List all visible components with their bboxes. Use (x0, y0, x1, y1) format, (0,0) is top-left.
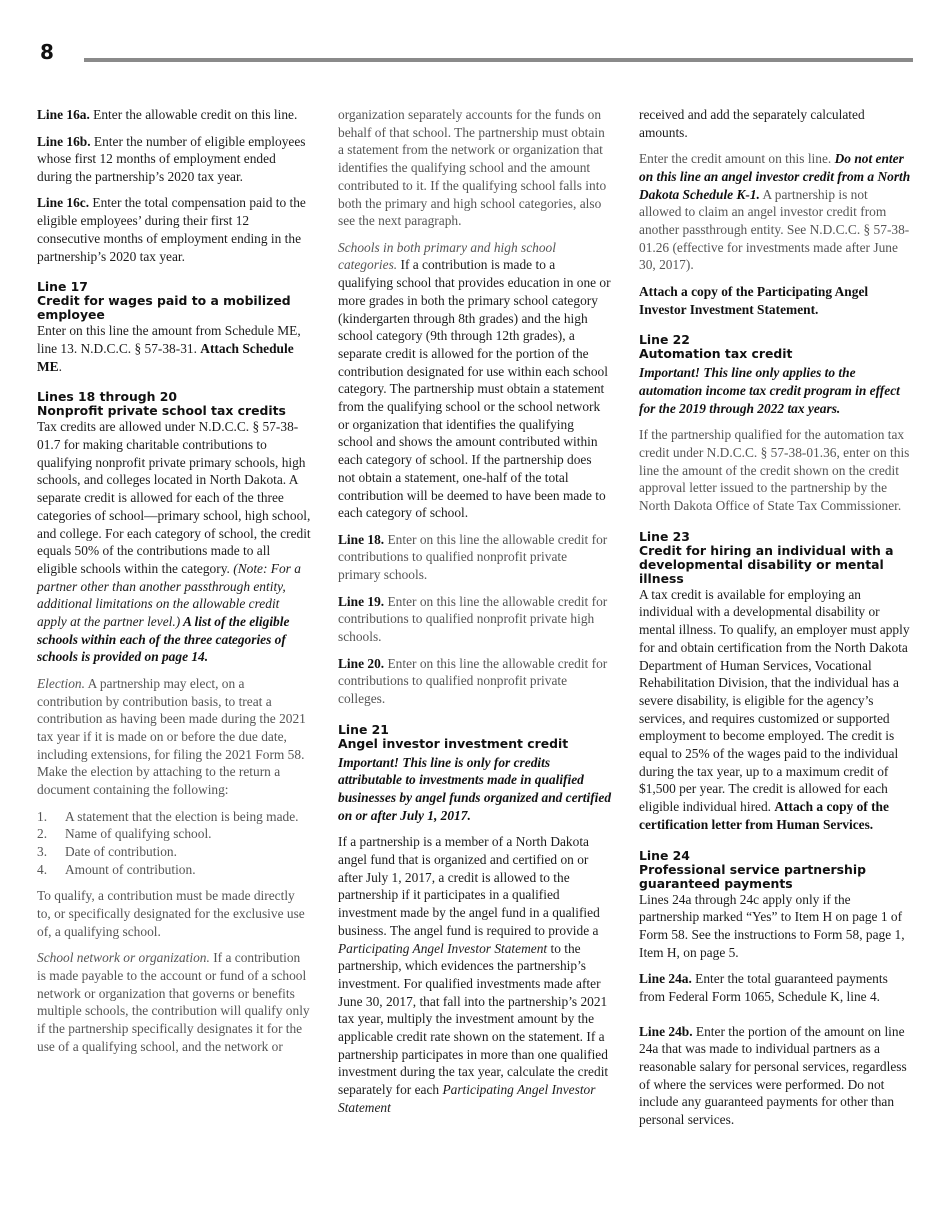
line-18-paragraph (338, 531, 612, 584)
line-21-heading (338, 723, 612, 751)
line-19-label: Line 19. (338, 593, 385, 609)
line-23-heading-title: Credit for hiring an individual with a developmental disability or mental illness (639, 542, 894, 586)
line-19-text: Enter on this line the allowable credit for contributions to qualified nonprofit private high schools. (338, 593, 608, 645)
line-23-text: A tax credit is available for employing an individual with a developmental disability or mental illness. To qualify, an employer must apply for and obtain certification from the North Dakota Department of Human Services, Vocational Rehabilitation Division, that the individual has a severe disability, is eligible for the agency’s services, and requires customized or supported employment to become employed. The credit is equal to 25% of the wages paid to the individual during the tax year, up to a maximum credit of $1,500 per year. The credit is allowed for each eligible individual hired. (639, 586, 910, 815)
line-18-text: Enter on this line the allowable credit for contributions to qualified nonprofit private primary schools. (338, 531, 608, 583)
election-list (37, 808, 311, 879)
line-19-paragraph (338, 593, 612, 646)
line-21-attach-text: Attach a copy of the Participating Angel Investor Investment Statement. (639, 283, 869, 317)
line-16a-label: Line 16a. (37, 107, 90, 122)
school-network-continued: organization separately accounts for the funds on behalf of that school. The partnership must obtain a statement from the network or organization that identifies the qualifying school and the amount contributed to it. If the qualifying school falls into both the primary and high school categories, also see the next paragraph. (338, 107, 607, 229)
line-21-statement-name: Participating Angel Investor Statement (338, 1082, 596, 1115)
list-item-text: Name of qualifying school. (65, 826, 212, 842)
column-2 (338, 106, 612, 1125)
both-categories-text: If a contribution is made to a qualifying school that provides education in one or more grades in both the primary school category (kindergarten through 8th grades) and the high school category (9th through 12th grades), a separate credit is allowed for the portion of the contribution designated for use within each school category. The partnership must obtain a statement from the qualifying school or the school network or organization that identifies the qualifying school and shows the amount contributed within each category of school. If the partnership does not obtain a statement, one-half of the total contribution will be deemed to have been made to each category of school. (338, 257, 611, 521)
line-21-enter-warning: Do not enter on this line an angel investor credit from a North Dakota Schedule K-1. (639, 151, 911, 202)
line-17-paragraph (37, 322, 311, 375)
line-21-enter-paragraph (639, 150, 913, 274)
list-item-number: 1. (37, 808, 48, 824)
list-item-number: 3. (37, 844, 48, 860)
line-21-text-b: to the partnership, which evidences the partnership’s investment. For qualified investments made after June 30, 2017, that fall into the partnership’s 2021 tax year, multiply the investment amount by the applicable credit rate shown on the statement. If a partnership participates in more than one qualified investment during the tax year, calculate the credit separately for each (338, 940, 609, 1098)
line-20-text: Enter on this line the allowable credit for contributions to qualified nonprofit private colleges. (338, 655, 608, 706)
line-24b-paragraph (639, 1023, 913, 1129)
line-16a-text: Enter the allowable credit on this line. (89, 107, 298, 122)
line-24b-text: Enter the portion of the amount on line 24a that was made to individual partners as a reasonable salary for personal services, regardless of where the services were performed. Do not include any guaranteed payments for other than personal services. (639, 1023, 907, 1128)
line-16c-paragraph (37, 194, 311, 265)
line-22-heading (639, 333, 913, 361)
line-16c-label: Line 16c. (37, 195, 90, 211)
line-21-heading-line: Line 21 (338, 721, 389, 737)
both-categories-paragraph (338, 239, 612, 522)
line-21-continued: received and add the separately calculated amounts. (639, 107, 865, 140)
line-21-heading-title: Angel investor investment credit (338, 735, 569, 751)
lines-18-20-heading (37, 390, 311, 418)
line-21-enter-text-2: A partnership is not allowed to claim an angel investor credit from another passthrough entity. See N.D.C.C. § 57-38-01.26 (effective for investments made after June 30, 2017). (639, 186, 910, 273)
line-21-enter-text: Enter the credit amount on this line. (639, 151, 835, 167)
school-network-paragraph (37, 949, 311, 1055)
election-paragraph (37, 675, 311, 799)
both-categories-label: Schools in both primary and high school categories. (338, 239, 556, 273)
line-17-heading-line: Line 17 (37, 279, 88, 295)
line-16c-text: Enter the total compensation paid to the eligible employees’ during their first 12 consecutive months of employment ending in the partnership’s 2020 tax year. (37, 195, 306, 264)
header-rule (84, 58, 913, 62)
line-21-statement-name: Participating Angel Investor Statement (338, 940, 548, 956)
election-text: A partnership may elect, on a contribution by contribution basis, to treat a contribution as having been made during the 2021 tax year if it is made on or before the due date, including extensions, for filing the 2021 Form 58. Make the election by attaching to the return a document containing the following: (37, 675, 306, 798)
line-17-attach: Attach Schedule ME (37, 340, 294, 374)
school-network-label: School network or organization. (37, 950, 210, 966)
line-22-heading-title: Automation tax credit (639, 346, 793, 362)
line-23-heading-line: Line 23 (639, 528, 690, 544)
list-item-text: A statement that the election is being made. (65, 808, 299, 824)
line-22-important: Important! This line only applies to the automation income tax credit program in effect for the 2019 through 2022 tax years. (639, 365, 900, 416)
line-24-heading (639, 849, 913, 891)
election-label: Election. (37, 675, 85, 691)
line-24a-text: Enter the total guaranteed payments from Federal Form 1065, Schedule K, line 4. (639, 971, 888, 1004)
lines-18-20-note: (Note: For a partner other than another passthrough entity, additional limitations on the allowable credit apply at the partner level.) (37, 560, 301, 630)
list-item-text: Date of contribution. (65, 844, 177, 860)
lines-18-20-list-note: A list of the eligible schools within each of the three categories of schools is provided on page 14. (37, 614, 290, 665)
line-20-label: Line 20. (338, 655, 385, 671)
line-22-heading-line: Line 22 (639, 332, 690, 348)
lines-18-20-heading-title: Nonprofit private school tax credits (37, 403, 286, 419)
line-21-important: Important! This line is only for credits attributable to investments made in qualified businesses by angel funds organized and certified on or after July 1, 2017. (338, 754, 612, 823)
line-18-label: Line 18. (338, 531, 385, 547)
line-24-paragraph: Lines 24a through 24c apply only if the partnership marked “Yes” to Item H on page 1 of Form 58. See the instructions to Form 58, page 1, Item H, on page 5. (639, 891, 905, 960)
list-item (37, 843, 311, 861)
line-24b-label: Line 24b. (639, 1023, 693, 1039)
lines-18-20-text: Tax credits are allowed under N.D.C.C. § 57-38-01.7 for making charitable contributions to qualifying nonprofit private primary schools, high schools, and colleges located in North Dakota. A separate credit is allowed for each of the three categories of school—primary school, high school, and college. For each category of school, the credit equals 50% of the contributions made to all eligible schools within the category. (37, 419, 311, 576)
line-24-heading-title: Professional service partnership guaranteed payments (639, 861, 866, 891)
line-24a-paragraph (639, 970, 913, 1005)
line-24-heading-line: Line 24 (639, 847, 690, 863)
line-17-period: . (58, 358, 62, 374)
line-23-attach: Attach a copy of the certification letter from Human Services. (639, 799, 889, 832)
line-21-paragraph (338, 833, 612, 1116)
list-item (37, 825, 311, 843)
line-16b-text: Enter the number of eligible employees whose first 12 months of employment ended during the partnership’s 2020 tax year. (37, 133, 306, 184)
line-23-paragraph (639, 586, 913, 834)
school-network-text: If a contribution is made payable to the account or fund of a school network or organization that governs or benefits multiple schools, the contribution will qualify only if the partnership specifically designates it for the use of a qualifying school, and the network or (37, 950, 310, 1054)
qualify-paragraph: To qualify, a contribution must be made directly to, or specifically designated for the exclusive use of, a qualifying school. (37, 888, 305, 939)
line-17-heading-title: Credit for wages paid to a mobilized employee (37, 293, 291, 323)
line-23-heading (639, 530, 913, 586)
page-number: 8 (40, 40, 54, 64)
line-20-paragraph (338, 655, 612, 708)
line-21-attach (639, 283, 913, 318)
list-item-text: Amount of contribution. (65, 861, 196, 877)
column-3 (639, 106, 913, 1138)
list-item (37, 861, 311, 879)
line-17-heading (37, 280, 311, 322)
line-22-paragraph: If the partnership qualified for the automation tax credit under N.D.C.C. § 57-38-01.36, enter on this line the amount of the credit shown on the credit approval letter issued to the partnership by the North Dakota Office of State Tax Commissioner. (639, 427, 910, 514)
list-item-number: 4. (37, 861, 48, 877)
line-21-text-a: If a partnership is a member of a North Dakota angel fund that is organized and certified on or after July 1, 2017, a credit is allowed to the partnership if it participates in a qualified investment made by the angel fund in a qualified business. The angel fund is required to provide a (338, 834, 600, 938)
lines-18-20-heading-line: Lines 18 through 20 (37, 389, 178, 405)
line-16a-paragraph (37, 106, 311, 124)
lines-18-20-paragraph (37, 418, 311, 666)
line-24a-label: Line 24a. (639, 971, 692, 987)
line-16b-label: Line 16b. (37, 133, 91, 149)
line-16b-paragraph (37, 133, 311, 186)
column-1 (37, 106, 311, 1064)
list-item (37, 808, 311, 826)
list-item-number: 2. (37, 826, 48, 842)
line-17-text: Enter on this line the amount from Schedule ME, line 13. N.D.C.C. § 57-38-31. (37, 323, 301, 356)
